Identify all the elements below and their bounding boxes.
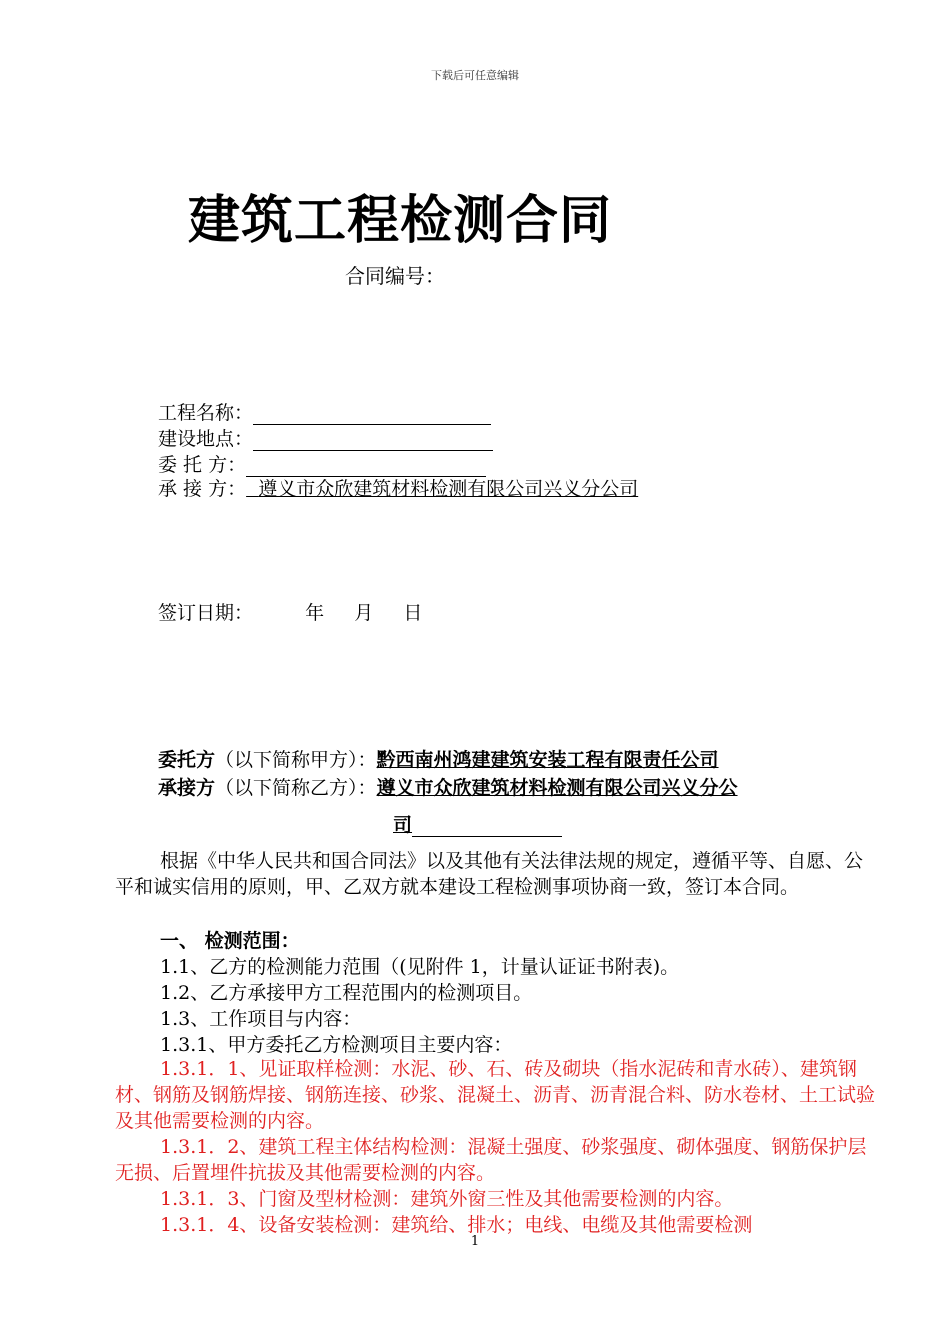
sign-date-label: 签订日期： [158,602,254,624]
item-1-3-1-1: 1.3.1．1、见证取样检测：水泥、砂、石、砖及砌块（指水泥砖和青水砖）、建筑钢材、钢筋及钢筋焊接、钢筋连接、砂浆、混凝土、沥青、沥青混合料、防水卷材、土工试验及其他需要检测的内容。 [115,1058,876,1132]
section-1-heading: 一、 检测范围： [160,930,300,952]
contractor-label: 承 接 方： [158,478,247,500]
party-b-row [158,773,738,800]
sign-date-row [158,598,422,625]
party-b-note: （以下简称乙方）： [215,777,377,799]
party-b-value: 遵义市众欣建筑材料检测有限公司兴义分公 [376,777,738,799]
project-name-blank [253,402,491,425]
party-b-value-continued: 司 [393,810,562,837]
contract-number-label: 合同编号： [345,264,445,288]
page-number: 1 [470,1234,480,1249]
client-label: 委 托 方： [158,454,247,476]
document-title: 建筑工程检测合同 [188,191,613,251]
item-1-3-1-2: 1.3.1．2、建筑工程主体结构检测：混凝土强度、砂浆强度、砌体强度、钢筋保护层无损、后置埋件抗拔及其他需要检测的内容。 [115,1136,867,1184]
location-label: 建设地点： [158,428,254,450]
page-header: 下载后可任意编辑 [431,69,519,82]
project-name-label: 工程名称： [158,402,254,424]
location-row [158,424,493,451]
item-1-2: 1.2、乙方承接甲方工程范围内的检测项目。 [160,982,533,1004]
sign-date-year: 年 [305,602,325,624]
contractor-row [158,474,638,501]
party-a-row [158,745,719,772]
item-1-3-1-4: 1.3.1．4、设备安装检测：建筑给、排水；电线、电缆及其他需要检测 [160,1214,753,1236]
contractor-value: 遵义市众欣建筑材料检测有限公司兴义分公司 [258,478,639,500]
party-a-note: （以下简称甲方）： [215,749,377,771]
sign-date-month: 月 [354,602,374,624]
intro-paragraph: 根据《中华人民共和国合同法》以及其他有关法律法规的规定，遵循平等、自愿、公平和诚实信用的原则，甲、乙双方就本建设工程检测事项协商一致，签订本合同。 [115,850,864,898]
party-a-label: 委托方 [158,749,216,771]
item-1-1: 1.1、乙方的检测能力范围（(见附件 1，计量认证证书附表)。 [160,956,680,978]
item-1-3-1: 1.3.1、甲方委托乙方检测项目主要内容： [160,1034,513,1056]
party-b-label: 承接方 [158,777,216,799]
location-blank [253,428,493,451]
sign-date-day: 日 [403,602,423,624]
client-row [158,450,486,477]
item-1-3: 1.3、工作项目与内容： [160,1008,362,1030]
project-name-row [158,398,491,425]
item-1-3-1-3: 1.3.1．3、门窗及型材检测：建筑外窗三性及其他需要检测的内容。 [160,1188,734,1210]
party-a-value: 黔西南州鸿建建筑安装工程有限责任公司 [376,749,719,771]
